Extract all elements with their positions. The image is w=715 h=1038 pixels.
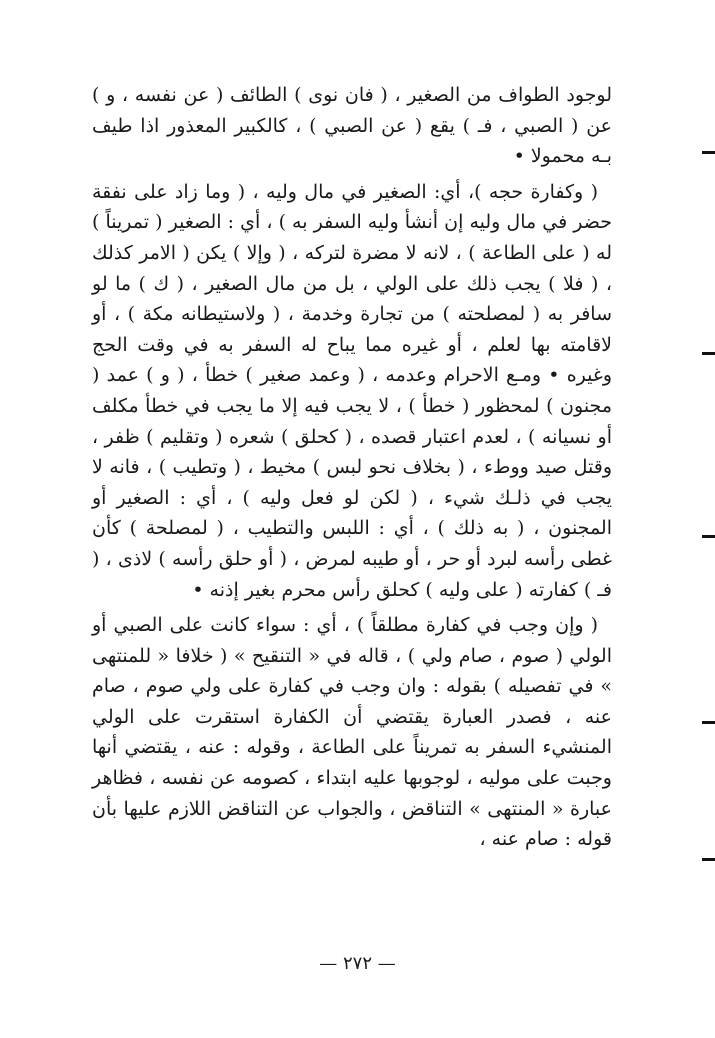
page-body	[92, 80, 612, 860]
paragraph-2: ( وكفارة حجه )، أي: الصغير في مال وليه ، ( وما زاد على نفقة حضر في مال وليه إن أنشأ وليه السفر به ) ، أي : الصغير ( تمريناً ) له ( على الطاعة ) ، لانه لا مضرة لتركه ، ( وإلا ) يكن ( الامر كذلك ، ( فلا ) يجب ذلك على الولي ، بل من مال الصغير ، ( ك ) ما لو سافر به ( لمصلحته ) من تجارة وخدمة ، ( ولاستيطانه مكة ) ، أو لاقامته بها لعلم ، أو غيره مما يباح له السفر به في وقت الحج وغيره • ومـع الاحرام وعدمه ، ( وعمد صغير ) خطأ ، ( و ) عمد ( مجنون ) لمحظور ( خطأ ) ، لا يجب فيه إلا ما يجب في خطأ مكلف أو نسيانه ) ، لعدم اعتبار قصده ، ( كحلق ) شعره ( وتقليم ) ظفر ، وقتل صيد ووطء ، ( بخلاف نحو لبس ) مخيط ، ( وتطيب ) ، فانه لا يجب في ذلـك شيء ، ( لكن لو فعل وليه ) ، أي : الصغير أو المجنون ، ( به ذلك ) ، أي : اللبس والتطيب ، ( لمصلحة ) كأن غطى رأسه لبرد أو حر ، أو طيبه لمرض ، ( أو حلق رأسه ) لاذى ، ( فـ ) كفارته ( على وليه ) كحلق رأس محرم بغير إذنه •	[92, 180, 612, 601]
page-number: — ٢٧٢ —	[319, 953, 396, 974]
edge-tick-mark	[702, 535, 715, 538]
edge-tick-mark	[702, 721, 715, 724]
paragraph-3: ( وإن وجب في كفارة مطلقاً ) ، أي : سواء كانت على الصبي أو الولي ( صوم ، صام ولي ) ، قاله في « التنقيح » ( خلافا « للمنتهى » في تفصيله ) بقوله : وان وجب في كفارة على ولي صوم ، صام عنه ، فصدر العبارة يقتضي أن الكفارة استقرت على الولي المنشيء السفر به تمريناً على الطاعة ، وقوله : عنه ، يقتضي أنها وجبت على موليه ، لوجوبها عليه ابتداء ، كصومه عن نفسه ، فظاهر عبارة « المنتهى » التناقض ، والجواب عن التناقض اللازم عليها بأن قوله : صام عنه ،	[92, 614, 612, 851]
paragraph-1: لوجود الطواف من الصغير ، ( فان نوى ) الطائف ( عن نفسه ، و ) عن ( الصبي ، فـ ) يقع ( عن الصبي ) ، كالكبير المعذور اذا طيف بـه محمولا •	[92, 84, 612, 168]
edge-tick-mark	[702, 151, 715, 154]
edge-tick-mark	[702, 858, 715, 861]
edge-tick-mark	[702, 352, 715, 355]
